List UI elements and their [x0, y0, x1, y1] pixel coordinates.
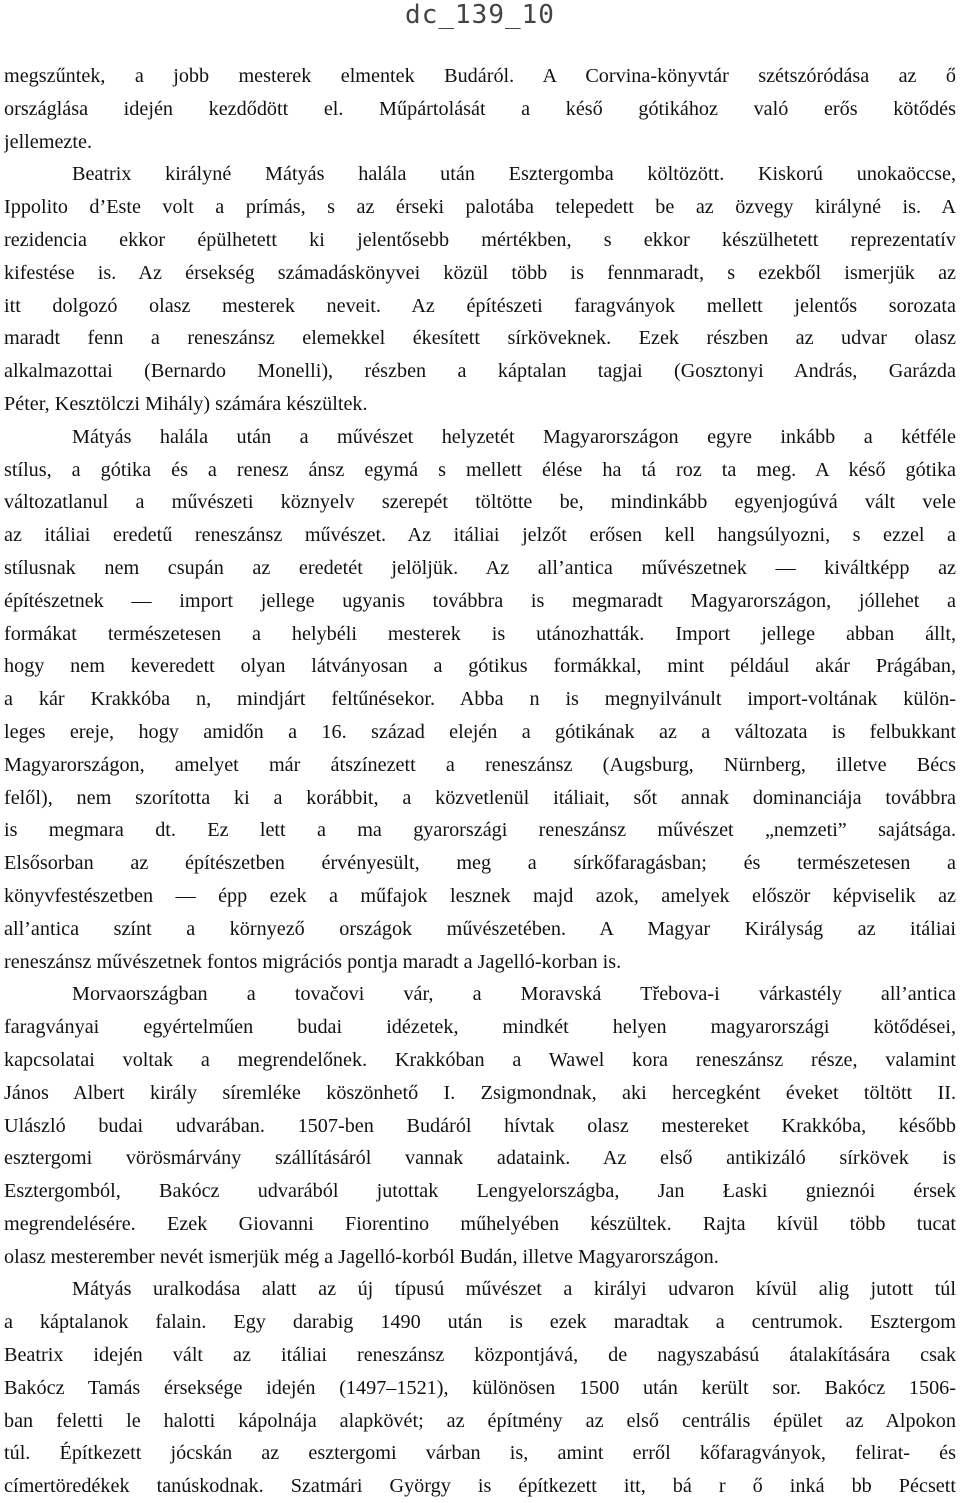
text-line: országlása idején kezdődött el. Műpártolását a késő gótikához való erős kötődés [4, 97, 956, 120]
text-line: itt dolgozó olasz mesterek neveit. Az építészeti faragványok mellett jelentős sorozata [4, 294, 956, 317]
text-line: túl. Építkezett jócskán az esztergomi várban is, amint erről kőfaragványok, felirat- és [4, 1442, 956, 1465]
text-line: hogy nem keveredett olyan látványosan a gótikus formákkal, mint például akár Prágában, [4, 655, 956, 678]
text-line: olasz mesterember nevét ismerjük még a Jagelló-korból Budán, illetve Magyarországon. [4, 1245, 719, 1268]
text-line: Péter, Kesztölczi Mihály) számára készültek. [4, 392, 368, 415]
text-line: all’antica színt a környező országok művészetében. A Magyar Királyság az itáliai [4, 917, 956, 940]
text-line: ban feletti le halotti kápolnája alapkövét; az építmény az első centrális épület az Alpokon [4, 1409, 956, 1432]
document-id: dc_139_10 [405, 0, 555, 30]
text-line: is megmara dt. Ez lett a ma gyarországi reneszánsz művészet „nemzeti” sajátsága. [4, 819, 956, 842]
text-line: Beatrix királyné Mátyás halála után Esztergomba költözött. Kiskorú unokaöccse, [72, 163, 956, 186]
text-line: a káptalanok falain. Egy darabig 1490 után is ezek maradtak a centrumok. Esztergom [4, 1311, 956, 1334]
page-header [0, 0, 960, 36]
text-line: faragványai egyértelműen budai idézetek, mindkét helyen magyarországi kötődései, [4, 1016, 956, 1039]
text-line: Elsősorban az építészetben érvényesült, meg a sírkőfaragásban; és természetesen a [4, 852, 956, 875]
text-line: építészetnek — import jellege ugyanis továbbra is megmaradt Magyarországon, jóllehet a [4, 589, 956, 612]
text-line: címertöredékek tanúskodnak. Szatmári György is építkezett itt, bá r ő inká bb Pécsett [4, 1475, 956, 1498]
text-line: stílusnak nem csupán az eredetét jelöljük. Az all’antica művészetnek — kiváltképp az [4, 556, 956, 579]
text-line: Esztergomból, Bakócz udvarából jutottak Lengyelországba, Jan Łaski gnieznói érsek [4, 1180, 956, 1203]
text-line: a kár Krakkóba n, mindjárt feltűnésekor. Abba n is megnyilvánult import-voltának külön- [4, 688, 956, 711]
text-line: Magyarországon, amelyet már átszínezett a reneszánsz (Augsburg, Nürnberg, illetve Bécs [4, 753, 956, 776]
text-line: maradt fenn a reneszánsz elemekkel ékesített sírköveknek. Ezek részben az udvar olasz [4, 327, 956, 350]
text-line: rezidencia ekkor épülhetett ki jelentősebb mértékben, s ekkor készülhetett reprezentatív [4, 228, 956, 251]
text-line: esztergomi vörösmárvány szállításáról vannak adataink. Az első antikizáló sírkövek is [4, 1147, 956, 1170]
text-line: kapcsolatai voltak a megrendelőnek. Krakkóban a Wawel kora reneszánsz része, valamint [4, 1048, 956, 1071]
document-body [4, 60, 956, 1503]
text-line: Mátyás halála után a művészet helyzetét Magyarországon egyre inkább a kétféle [72, 425, 956, 448]
text-line: leges ereje, hogy amidőn a 16. század elején a gótikának az a változata is felbukkant [4, 720, 956, 743]
text-line: kifestése is. Az érsekség számadáskönyvei közül több is fennmaradt, s ezekből ismerjük az [4, 261, 956, 284]
text-line: jellemezte. [4, 130, 92, 153]
text-line: Beatrix idején vált az itáliai reneszánsz központjává, de nagyszabású átalakítására csak [4, 1344, 956, 1367]
text-line: Ippolito d’Este volt a prímás, s az érseki palotába telepedett be az özvegy királyné is. A [4, 196, 956, 219]
text-line: Morvaországban a tovačovi vár, a Moravská Třebova-i várkastély all’antica [72, 983, 956, 1006]
text-line: János Albert király síremléke köszönhető I. Zsigmondnak, aki hercegként éveket töltött II. [4, 1081, 956, 1104]
text-line: megszűntek, a jobb mesterek elmentek Budáról. A Corvina-könyvtár szétszóródása az ő [4, 65, 956, 87]
text-line: felől), nem szorította ki a korábbit, a közvetlenül itáliait, sőt annak dominanciája továbbra [4, 786, 956, 809]
text-line: reneszánsz művészetnek fontos migrációs pontja maradt a Jagelló-korban is. [4, 950, 622, 973]
text-line: az itáliai eredetű reneszánsz művészet. Az itáliai jelzőt erősen kell hangsúlyozni, s ezzel a [4, 524, 956, 547]
text-line: változatlanul a művészeti köznyelv szerepét töltötte be, mindinkább egyenjogúvá vált vele [4, 491, 956, 514]
text-line: könyvfestészetben — épp ezek a műfajok lesznek majd azok, amelyek először képviselik az [4, 884, 956, 907]
text-line: alkalmazottai (Bernardo Monelli), részben a káptalan tagjai (Gosztonyi András, Garázda [4, 360, 956, 383]
text-line: Mátyás uralkodása alatt az új típusú művészet a királyi udvaron kívül alig jutott túl [72, 1278, 956, 1301]
text-line: stílus, a gótika és a renesz ánsz egymá s mellett élése ha tá roz ta meg. A késő gótika [4, 458, 956, 481]
text-line: megrendelésére. Ezek Giovanni Fiorentino műhelyében készültek. Rajta kívül több tucat [4, 1212, 956, 1235]
text-line: formákat természetesen a helybéli mesterek is utánozhatták. Import jellege abban állt, [4, 622, 956, 645]
text-line: Bakócz Tamás érseksége idején (1497–1521), különösen 1500 után került sor. Bakócz 1506- [4, 1376, 956, 1399]
text-line: Ulászló budai udvarában. 1507-ben Budáról hívtak olasz mestereket Krakkóba, később [4, 1114, 956, 1137]
